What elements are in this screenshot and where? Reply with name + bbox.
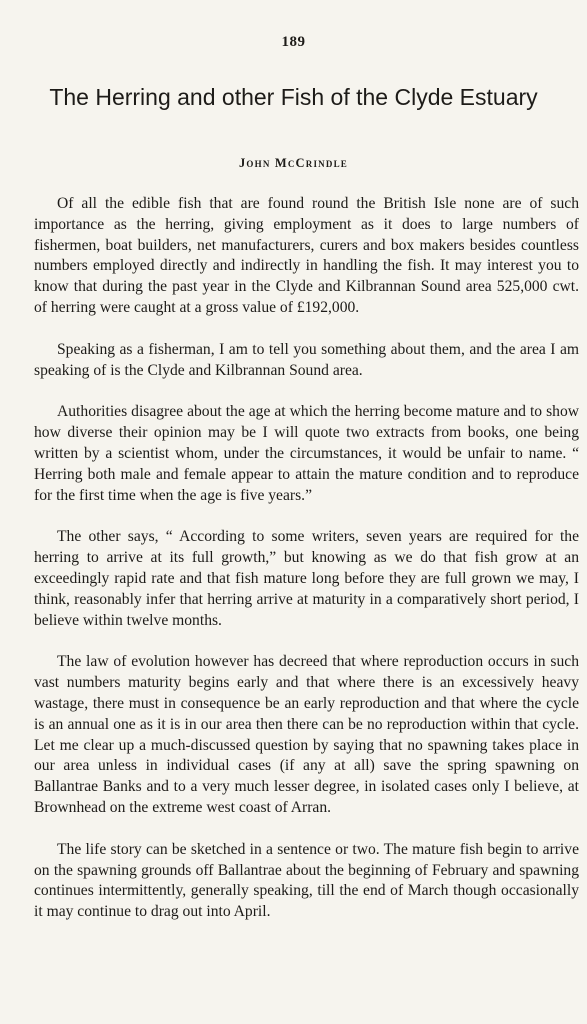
paragraph-3: Authorities disagree about the age at which the herring become mature and to show how diverse their opinion may be I will quote two extracts from books, one being written by a scientist whom, under the circumstances, it would be unfair to name. “ Herring both male and female appear to attain the mature condition and to reproduce for the first time when the age is five years.”	[34, 403, 579, 504]
paragraph-2: Speaking as a fisherman, I am to tell you something about them, and the area I am speaking of is the Clyde and Kilbrannan Sound area.	[34, 340, 579, 379]
paragraph-1: Of all the edible fish that are found round the British Isle none are of such importance as the herring, giving employment as it does to large numbers of fishermen, boat builders, net manufacturers, curers and box makers besides countless numbers employed directly and indirectly in handling the fish. It may interest you to know that during the past year in the Clyde and Kilbrannan Sound area 525,000 cwt. of herring were caught at a gross value of £192,000.	[34, 195, 579, 316]
paragraph-4: The other says, “ According to some writers, seven years are required for the herring to arrive at its full growth,” but knowing as we do that fish grow at an exceedingly rapid rate and that fish mature long before they are full grown we may, I think, reasonably infer that herring arrive at maturity in a comparatively short period, I believe within twelve months.	[34, 528, 579, 629]
page-number: 189	[281, 34, 306, 50]
article-body	[34, 194, 579, 944]
article-title: The Herring and other Fish of the Clyde Estuary	[49, 84, 538, 110]
paragraph-5: The law of evolution however has decreed that where reproduction occurs in such vast numbers maturity begins early and that where there is an excessively heavy wastage, there must in consequence be an early reproduction and that where the cycle is an annual one as it is in our area then there can be no reproduction within that cycle. Let me clear up a much-discussed question by saying that no spawning takes place in our area unless in individual cases (if any at all) save the spring spawning on Ballantrae Banks and to a very much lesser degree, in isolated cases only I believe, at Brownhead on the extreme west coast of Arran.	[34, 653, 579, 816]
article-author: John McCrindle	[238, 156, 348, 170]
paragraph-6: The life story can be sketched in a sentence or two. The mature fish begin to arrive on the spawning grounds off Ballantrae about the beginning of February and spawning continues intermittently, generally speaking, till the end of March though occasionally it may continue to drag out into April.	[34, 840, 579, 921]
